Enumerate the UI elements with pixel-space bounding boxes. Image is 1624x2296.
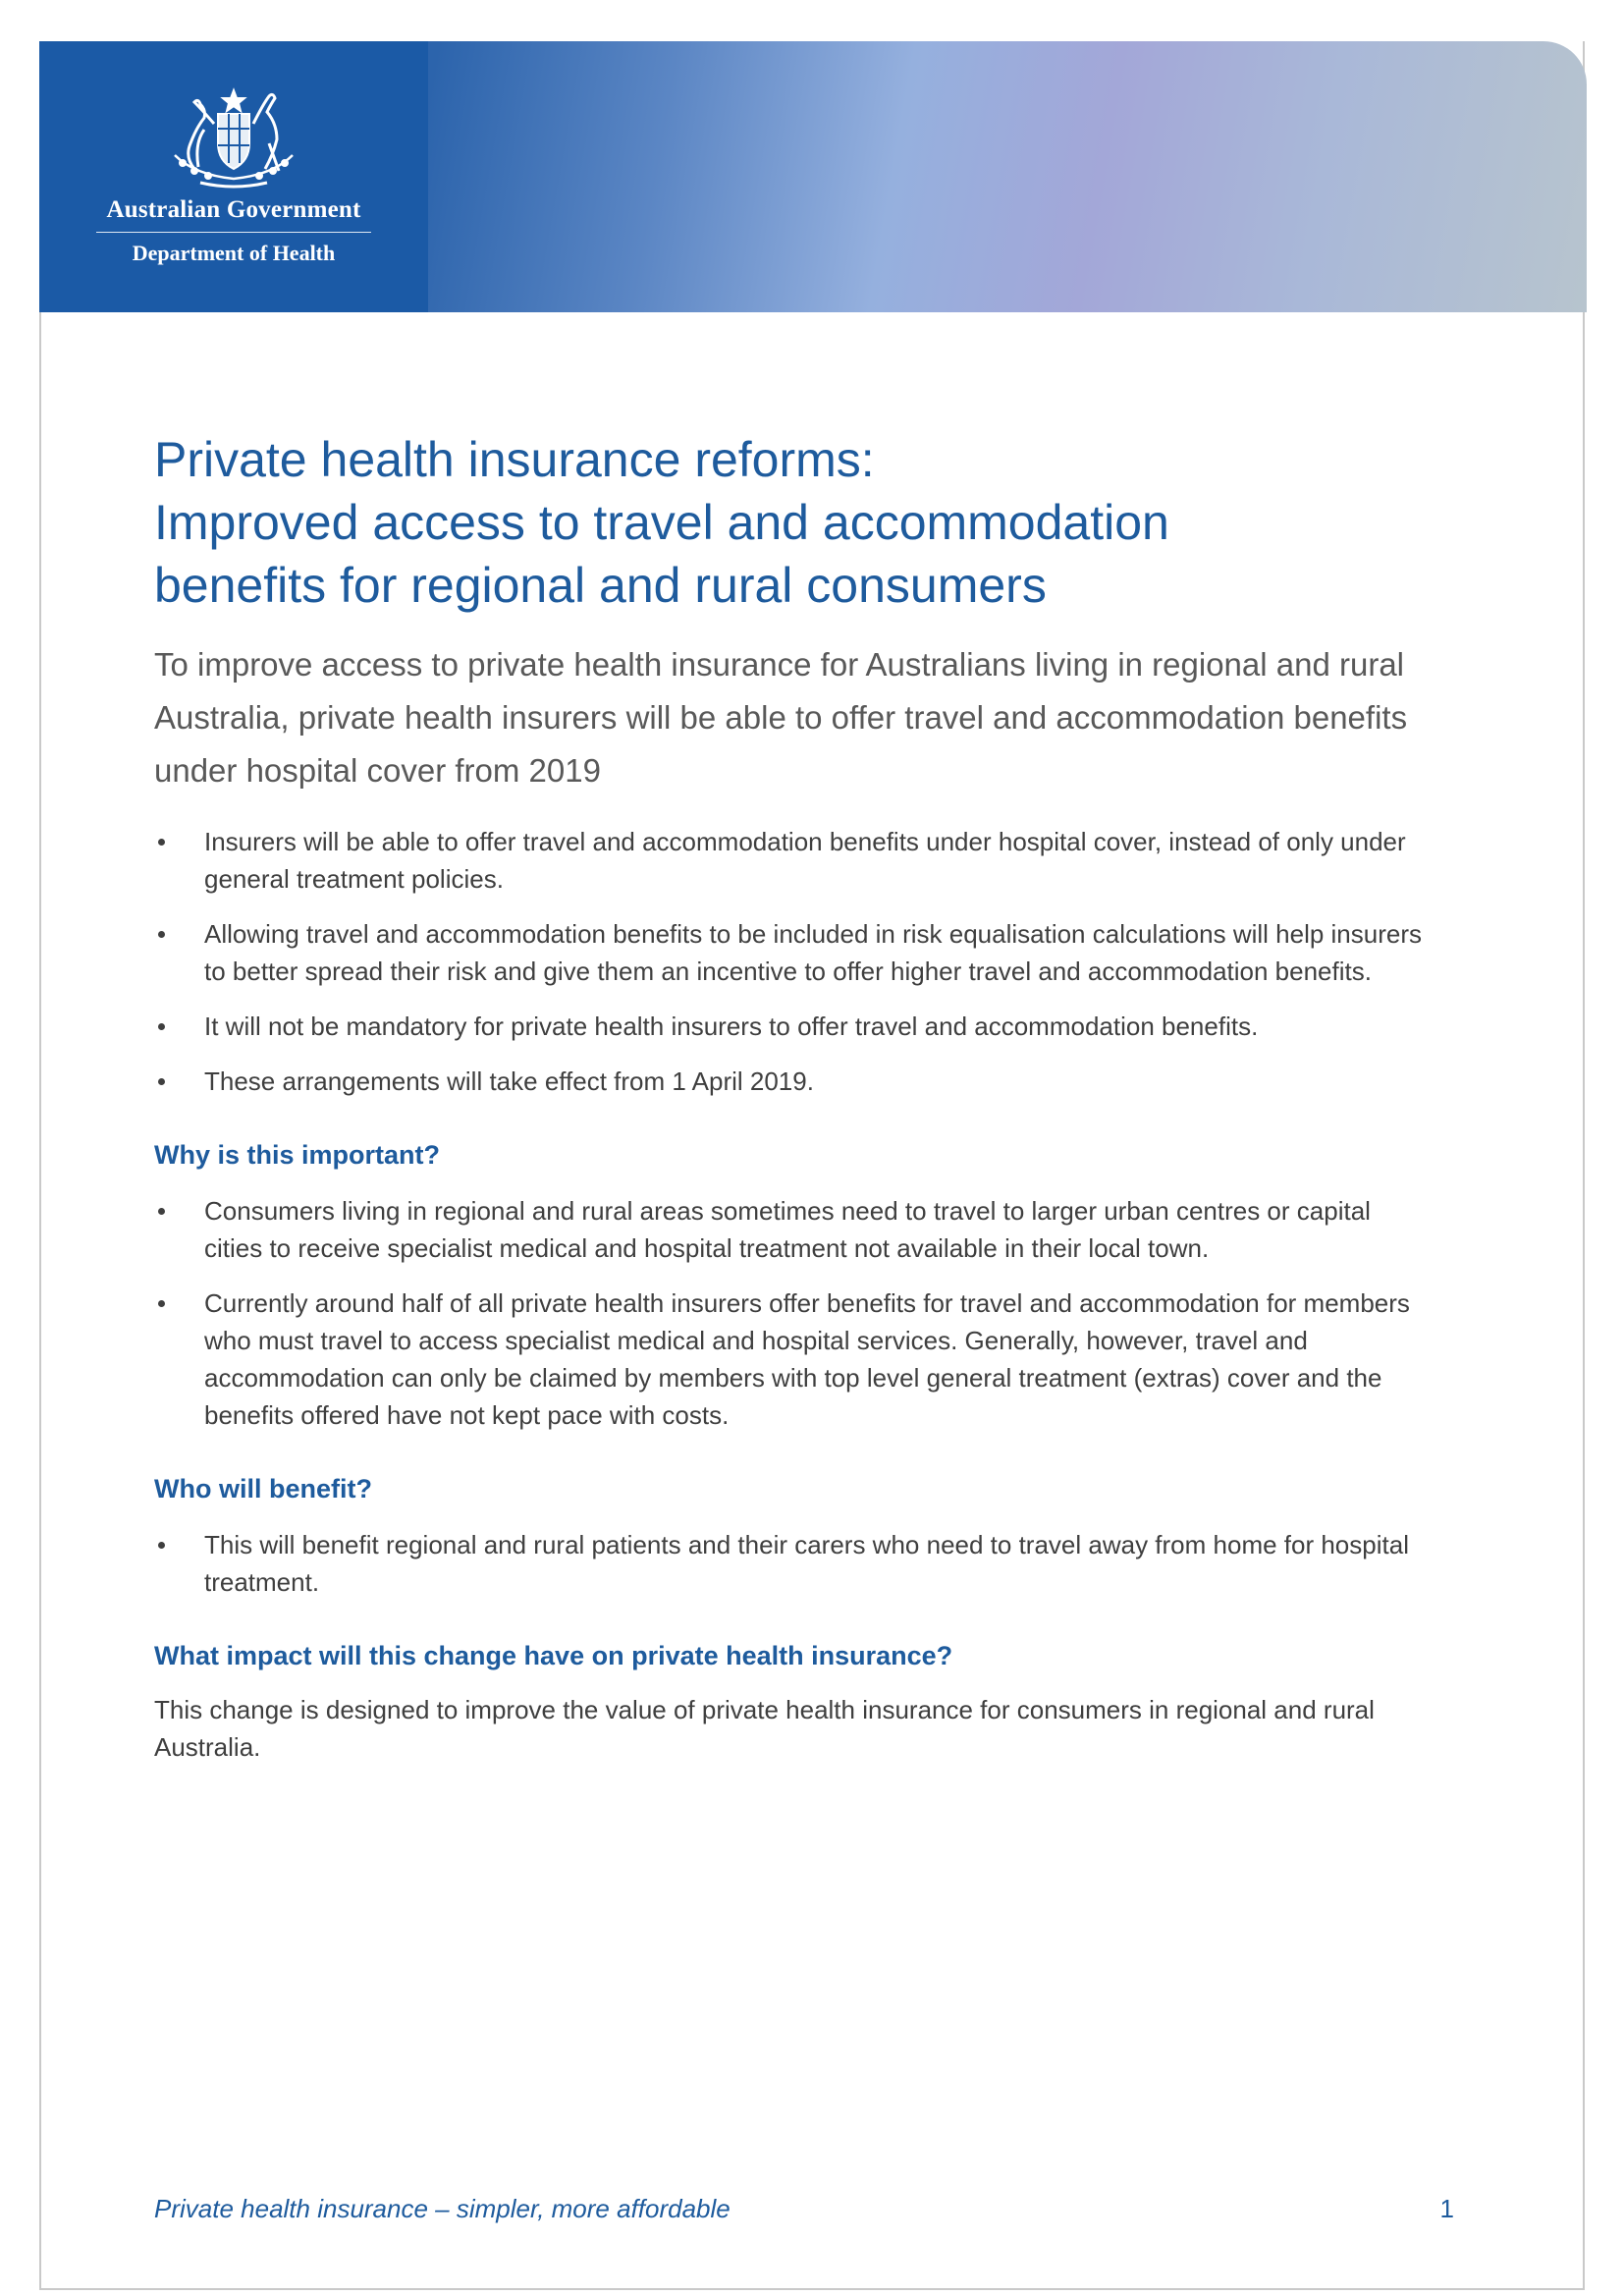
impact-paragraph: This change is designed to improve the value of private health insurance for consumers in regional and rural Australia. [154, 1695, 1375, 1762]
bullet-icon [158, 1542, 165, 1549]
list-item [154, 1526, 1422, 1601]
government-logo [39, 41, 428, 312]
list-item-text: These arrangements will take effect from 1 April 2019. [204, 1066, 814, 1096]
section-heading-impact: What impact will this change have on private health insurance? [154, 1641, 953, 1670]
list-item-text: Insurers will be able to offer travel and accommodation benefits under hospital cover, instead of only under general treatment policies. [204, 827, 1406, 894]
list-item [154, 823, 1422, 898]
list-item-text: Consumers living in regional and rural areas sometimes need to travel to larger urban centres or capital cities to receive specialist medical and hospital treatment not available in their local town. [204, 1196, 1371, 1263]
footer-tagline: Private health insurance – simpler, more affordable [154, 2194, 731, 2223]
coat-of-arms-icon [155, 84, 312, 192]
bullet-icon [158, 1023, 165, 1030]
bullet-icon [158, 1078, 165, 1085]
page-title [154, 428, 1431, 617]
main-content [154, 428, 1431, 1766]
header-banner [39, 41, 1587, 312]
why-bullet-list [154, 1192, 1431, 1434]
section-heading-who: Who will benefit? [154, 1474, 372, 1503]
list-item [154, 1063, 1422, 1100]
who-bullet-list [154, 1526, 1431, 1601]
list-item-text: Allowing travel and accommodation benefits to be included in risk equalisation calculations will help insurers to better spread their risk and give them an incentive to offer higher travel and accommodation benefits. [204, 919, 1423, 986]
intro-bullet-list [154, 823, 1431, 1100]
department-name: Department of Health [132, 241, 336, 265]
lead-paragraph: To improve access to private health insurance for Australians living in regional and rural Australia, private health insurers will be able to offer travel and accommodation benefits under hospital cover from 2019 [154, 646, 1408, 789]
bullet-icon [158, 839, 165, 846]
list-item [154, 1008, 1422, 1045]
list-item [154, 1285, 1422, 1434]
government-name: Australian Government [106, 196, 361, 223]
bullet-icon [158, 1208, 165, 1215]
title-line-2: Improved access to travel and accommodation [154, 495, 1169, 550]
list-item [154, 1192, 1422, 1267]
list-item-text: This will benefit regional and rural patients and their carers who need to travel away from home for hospital treatment. [204, 1530, 1409, 1597]
page-number: 1 [1439, 2194, 1454, 2223]
title-line-3: benefits for regional and rural consumers [154, 558, 1047, 613]
bullet-icon [158, 1300, 165, 1307]
list-item-text: It will not be mandatory for private health insurers to offer travel and accommodation benefits. [204, 1011, 1259, 1041]
logo-divider [96, 232, 371, 233]
section-heading-why: Why is this important? [154, 1140, 441, 1170]
title-line-1: Private health insurance reforms: [154, 432, 875, 487]
list-item [154, 915, 1422, 990]
bullet-icon [158, 931, 165, 938]
list-item-text: Currently around half of all private health insurers offer benefits for travel and accommodation for members who must travel to access specialist medical and hospital services. Generally, however, travel and accommodation can only be claimed by members with top level general treatment (extras) cover and the benefits offered have not kept pace with costs. [204, 1288, 1410, 1430]
